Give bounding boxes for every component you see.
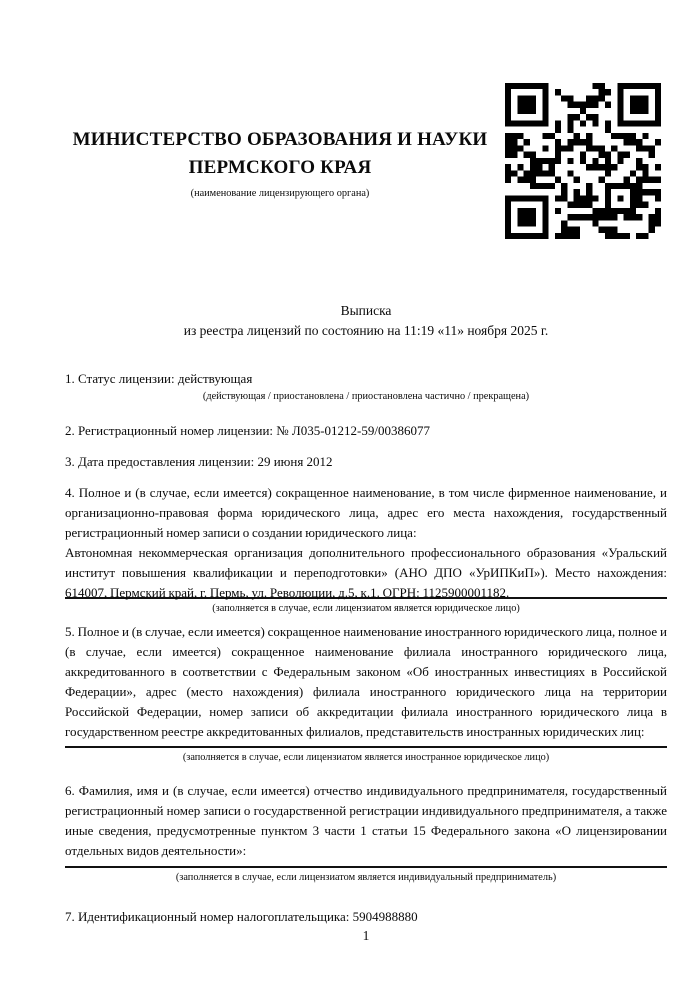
- entrepreneur-caption: (заполняется в случае, если лицензиатом является индивидуальный предприниматель): [175, 872, 557, 883]
- extract-title: [65, 301, 667, 341]
- item-6-entrepreneur: [65, 781, 667, 885]
- item-2-text: 2. Регистрационный номер лицензии: № Л035-01212-59/00386077: [65, 423, 431, 438]
- item-4-licensee-value: Автономная некоммерческая организация дополнительного профессионального образования «Уральский институт повышения квалификации и переподготовки» (АНО ДПО «УрИПКиП»). Место нахождения: 614007, Пермский край, г. Пермь, ул. Революции, д.5, к.1. ОГРН: 1125900001182.: [65, 545, 667, 600]
- field-rule-foreign-entity: [65, 746, 667, 748]
- field-rule-entrepreneur: [65, 866, 667, 868]
- item-1-license-status: [65, 369, 667, 404]
- item-3-license-date: [65, 452, 667, 472]
- foreign-entity-caption: (заполняется в случае, если лицензиатом является иностранное юридическое лицо): [182, 752, 550, 763]
- extract-title-line1: Выписка: [340, 303, 392, 318]
- ministry-name-line1: МИНИСТЕРСТВО ОБРАЗОВАНИЯ И НАУКИ: [72, 129, 488, 150]
- legal-entity-caption: (заполняется в случае, если лицензиатом является юридическое лицо): [212, 603, 520, 614]
- document-header: [65, 126, 495, 201]
- item-4-text: 4. Полное и (в случае, если имеется) сокращенное наименование, в том числе фирменное наименование, и организационно-правовая форма юридического лица, адрес его места нахождения, государственный регистрационный номер записи о создании юридического лица:: [65, 485, 667, 540]
- qr-code: [505, 83, 661, 239]
- ministry-name-line2: ПЕРМСКОГО КРАЯ: [188, 157, 372, 178]
- item-5-text: 5. Полное и (в случае, если имеется) сокращенное наименование иностранного юридического лица, полное и (в случае, если имеется) сокращенное наименование филиала иностранного юридического лица, аккредитованного в соответствии с Федеральным законом «Об иностранных инвестициях в Российской Федерации», адрес (место нахождения) филиала иностранного юридического лица на территории Российской Федерации, номер записи об аккредитации филиала иностранного юридического лица в государственном реестре аккредитованных филиалов, представительств иностранных юридических лиц:: [65, 624, 667, 739]
- item-1-text: 1. Статус лицензии: действующая: [65, 371, 253, 386]
- page-number: 1: [362, 928, 370, 943]
- item-3-text: 3. Дата предоставления лицензии: 29 июня 2012: [65, 454, 333, 469]
- item-2-registration-number: [65, 421, 667, 441]
- item-5-foreign-entity: [65, 622, 667, 765]
- item-7-taxpayer-number: [65, 907, 667, 927]
- item-6-text: 6. Фамилия, имя и (в случае, если имеется) отчество индивидуального предпринимателя, государственный регистрационный номер записи о государственной регистрации индивидуального предпринимателя, а также иные сведения, предусмотренные пунктом 3 части 1 статьи 15 Федерального закона «О лицензировании отдельных видов деятельности»:: [65, 783, 667, 858]
- licensing-authority-caption: (наименование лицензирующего органа): [190, 188, 370, 199]
- status-options-caption: (действующая / приостановлена / приостановлена частично / прекращена): [202, 391, 530, 402]
- extract-title-date-line: из реестра лицензий по состоянию на 11:19 «11» ноября 2025 г.: [183, 323, 549, 338]
- item-7-text: 7. Идентификационный номер налогоплательщика: 5904988880: [65, 909, 418, 924]
- item-4-legal-entity: [65, 483, 667, 616]
